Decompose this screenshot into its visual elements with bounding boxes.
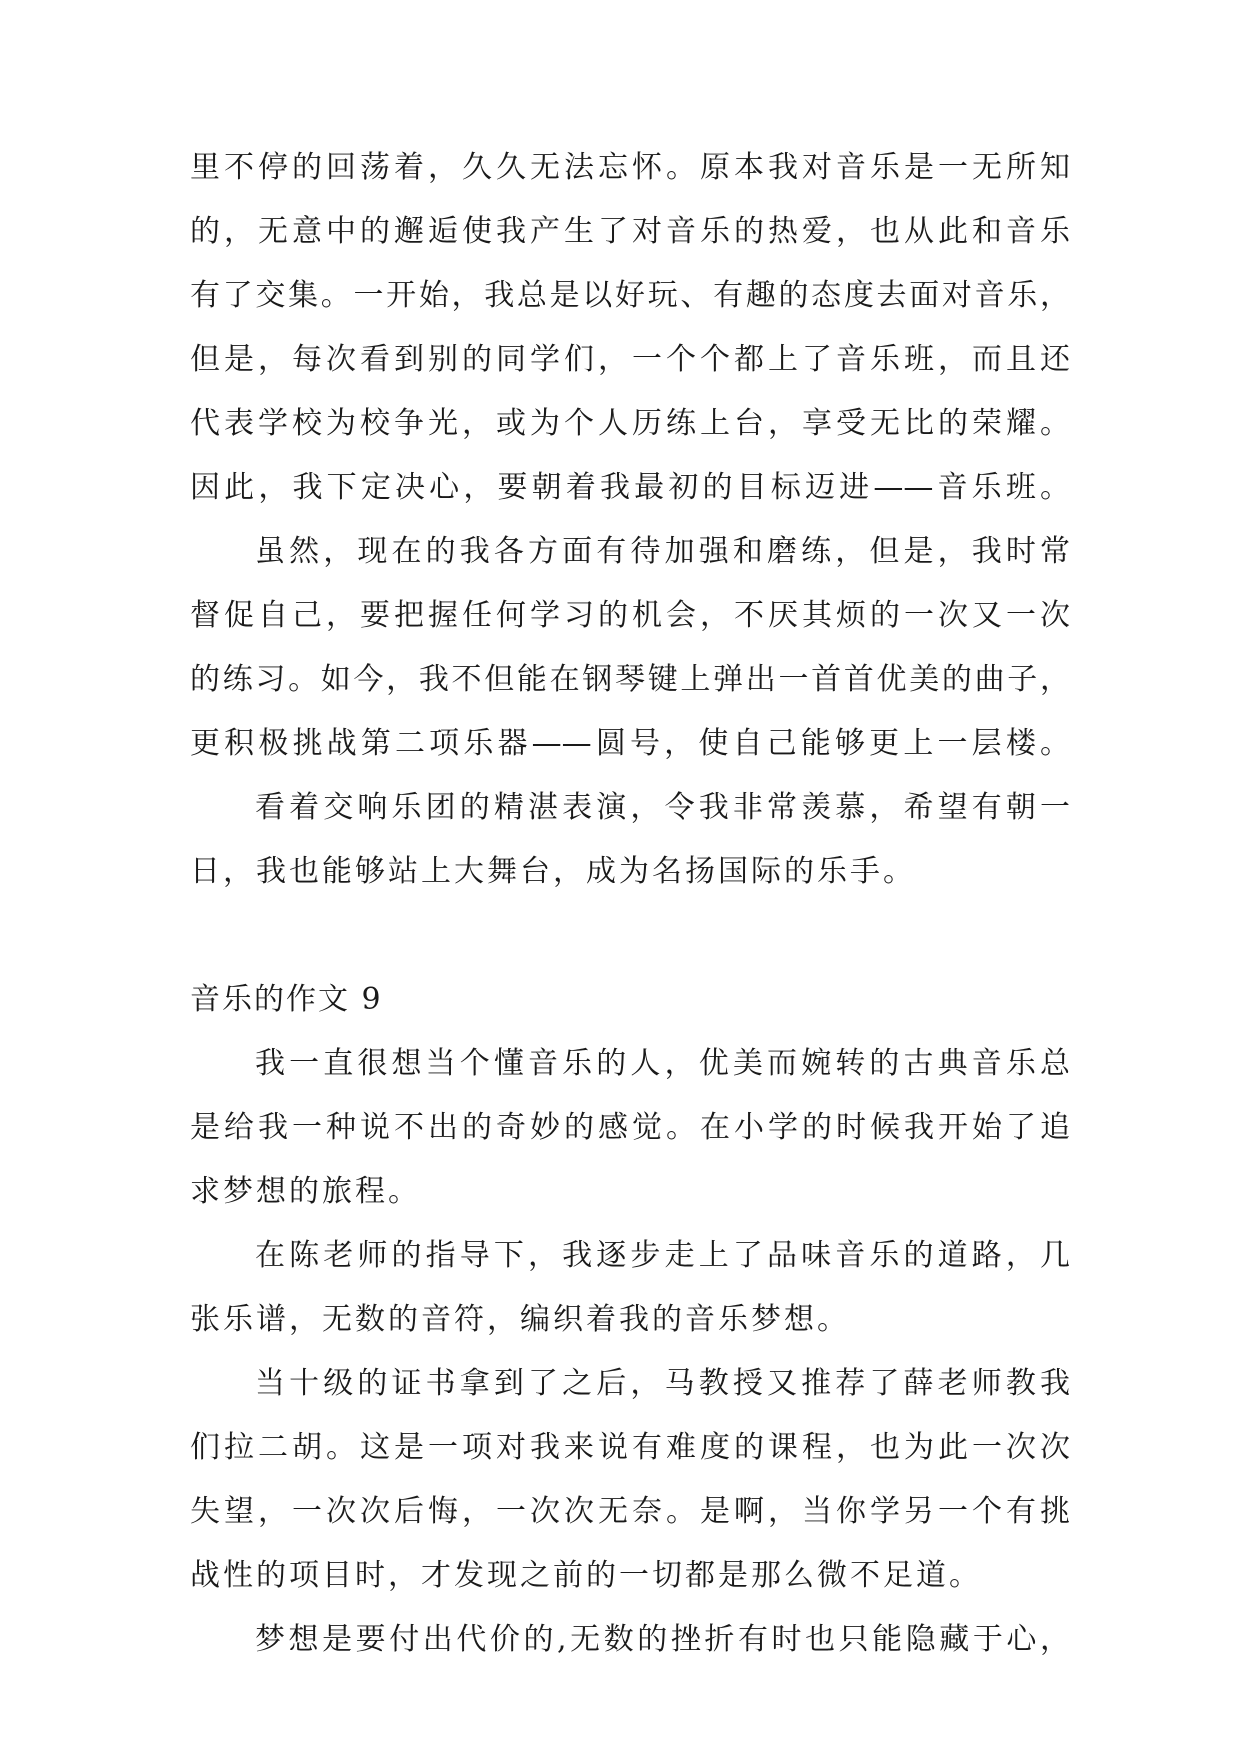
paragraph-line: 因此，我下定决心，要朝着我最初的目标迈进——音乐班。 <box>190 470 1070 505</box>
paragraph-line: 的，无意中的邂逅使我产生了对音乐的热爱，也从此和音乐 <box>190 214 1070 249</box>
paragraph-line: 当十级的证书拿到了之后，马教授又推荐了薛老师教我 <box>255 1366 1070 1401</box>
paragraph-line: 我一直很想当个懂音乐的人，优美而婉转的古典音乐总 <box>255 1046 1070 1081</box>
paragraph-line: 求梦想的旅程。 <box>190 1174 421 1209</box>
paragraph-line: 梦想是要付出代价的,无数的挫折有时也只能隐藏于心， <box>255 1622 1070 1657</box>
paragraph-line: 更积极挑战第二项乐器——圆号，使自己能够更上一层楼。 <box>190 726 1070 761</box>
paragraph-line: 看着交响乐团的精湛表演，令我非常羡慕，希望有朝一 <box>255 790 1070 825</box>
paragraph-line: 战性的项目时，才发现之前的一切都是那么微不足道。 <box>190 1558 982 1593</box>
paragraph-line: 们拉二胡。这是一项对我来说有难度的课程，也为此一次次 <box>190 1430 1070 1465</box>
paragraph-line: 张乐谱，无数的音符，编织着我的音乐梦想。 <box>190 1302 850 1337</box>
paragraph-line: 督促自己，要把握任何学习的机会，不厌其烦的一次又一次 <box>190 598 1070 633</box>
section-title: 音乐的作文 9 <box>190 982 383 1017</box>
paragraph-line: 在陈老师的指导下，我逐步走上了品味音乐的道路，几 <box>255 1238 1070 1273</box>
paragraph-line: 日，我也能够站上大舞台，成为名扬国际的乐手。 <box>190 854 916 889</box>
paragraph-line: 代表学校为校争光，或为个人历练上台，享受无比的荣耀。 <box>190 406 1070 441</box>
paragraph-line: 失望，一次次后悔，一次次无奈。是啊，当你学另一个有挑 <box>190 1494 1070 1529</box>
paragraph-line: 虽然，现在的我各方面有待加强和磨练，但是，我时常 <box>255 534 1070 569</box>
paragraph-line: 是给我一种说不出的奇妙的感觉。在小学的时候我开始了追 <box>190 1110 1070 1145</box>
paragraph-line: 有了交集。一开始，我总是以好玩、有趣的态度去面对音乐， <box>190 278 1070 313</box>
paragraph-line: 的练习。如今，我不但能在钢琴键上弹出一首首优美的曲子， <box>190 662 1070 697</box>
paragraph-line: 但是，每次看到别的同学们，一个个都上了音乐班，而且还 <box>190 342 1070 377</box>
paragraph-line: 里不停的回荡着，久久无法忘怀。原本我对音乐是一无所知 <box>190 150 1070 185</box>
